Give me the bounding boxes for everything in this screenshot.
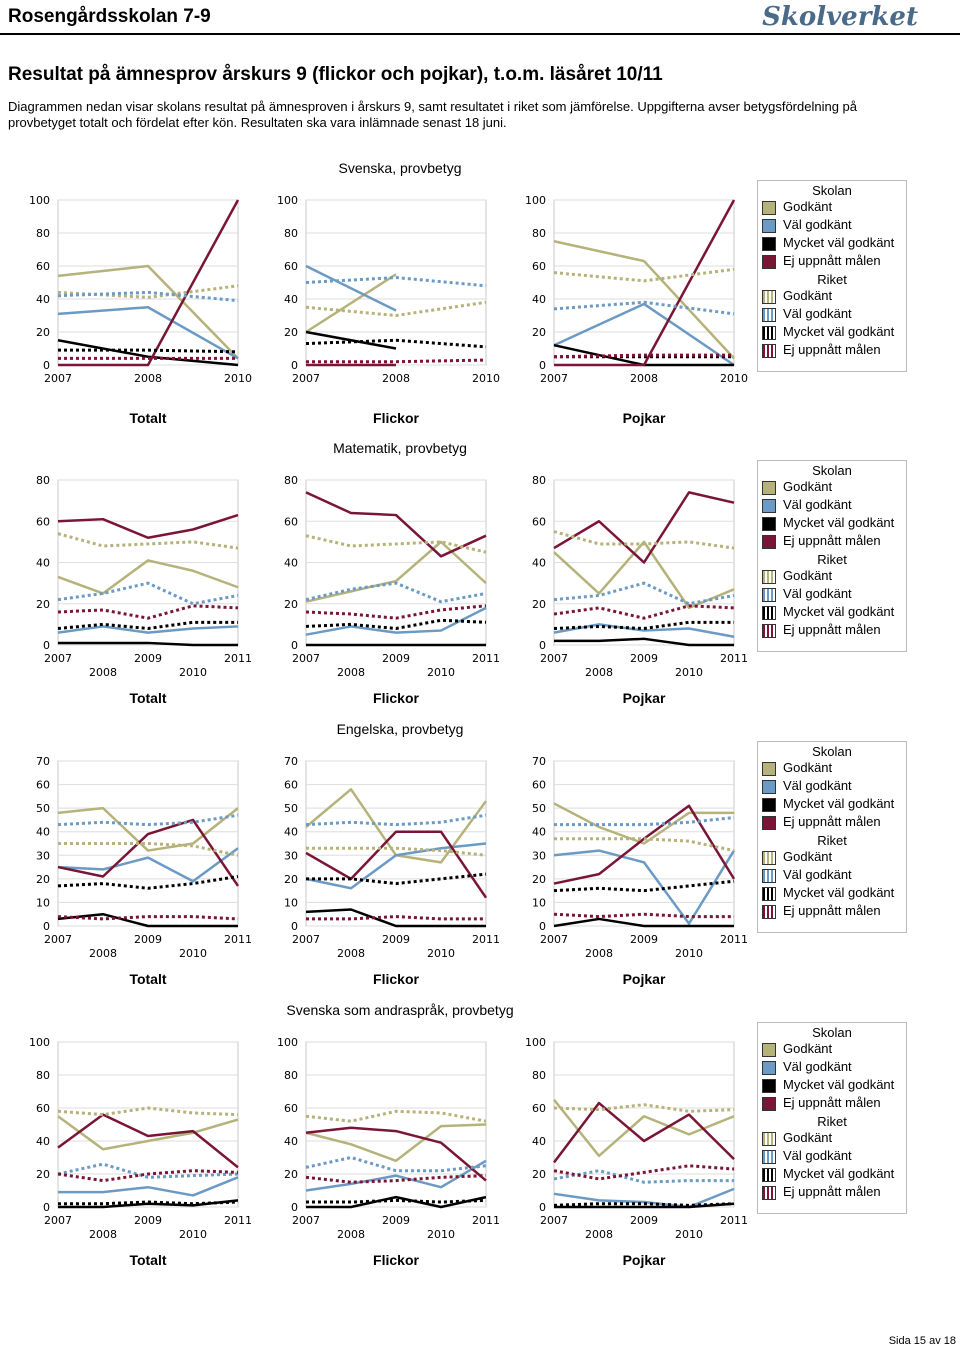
y-tick-label: 60 <box>532 515 546 529</box>
y-tick-label: 0 <box>539 359 546 372</box>
y-tick-label: 20 <box>532 872 546 886</box>
legend-item-label: Godkänt <box>783 760 833 775</box>
y-tick-label: 40 <box>532 1135 546 1148</box>
chart-engelska-provbetyg-totalt <box>28 721 252 961</box>
legend-swatch <box>762 308 776 322</box>
chart-svenska-som-andrasprak-provbetyg-pojkar <box>524 1002 748 1242</box>
y-tick-label: 20 <box>284 872 298 886</box>
panel-label-pojkar: Pojkar <box>622 971 666 987</box>
chart-matematik-provbetyg-pojkar <box>524 440 748 680</box>
y-tick-label: 80 <box>36 1069 50 1082</box>
legend-item-label: Godkänt <box>783 849 833 864</box>
x-tick-label: 2010 <box>427 1228 455 1241</box>
legend-swatch <box>762 905 776 919</box>
x-tick-label: 2011 <box>472 1214 500 1227</box>
y-tick-label: 60 <box>36 515 50 529</box>
y-tick-label: 0 <box>43 639 50 652</box>
section-title: Svenska, provbetyg <box>338 160 462 176</box>
legend-swatch <box>762 624 776 638</box>
legend-item-label: Godkänt <box>783 199 833 214</box>
legend-swatch <box>762 499 776 513</box>
x-tick-label: 2008 <box>585 1228 613 1241</box>
x-tick-label: 2007 <box>44 1214 72 1227</box>
y-tick-label: 20 <box>532 1168 546 1181</box>
legend-item <box>758 323 906 341</box>
x-tick-label: 2010 <box>675 947 703 960</box>
legend-item-label: Ej uppnått målen <box>783 1095 881 1110</box>
x-tick-label: 2007 <box>44 933 72 946</box>
legend-swatch <box>762 219 776 233</box>
chart-svenska-som-andrasprak-provbetyg-flickor <box>276 1002 500 1242</box>
legend-item-label: Godkänt <box>783 288 833 303</box>
legend-item <box>758 216 906 234</box>
chart-engelska-provbetyg-pojkar <box>524 721 748 961</box>
y-tick-label: 60 <box>284 515 298 529</box>
x-tick-label: 2010 <box>472 372 500 385</box>
legend-item <box>758 567 906 585</box>
y-tick-label: 60 <box>36 1102 50 1115</box>
legend-swatch <box>762 535 776 549</box>
legend-item <box>758 478 906 496</box>
legend-item <box>758 496 906 514</box>
y-tick-label: 80 <box>284 1069 298 1082</box>
y-tick-label: 0 <box>539 920 546 933</box>
x-tick-label: 2008 <box>134 372 162 385</box>
x-tick-label: 2009 <box>134 933 162 946</box>
y-tick-label: 30 <box>36 849 50 863</box>
y-tick-label: 40 <box>284 825 298 839</box>
skolverket-logo: Skolverket <box>762 2 918 32</box>
legend-swatch <box>762 1043 776 1057</box>
x-tick-label: 2007 <box>292 933 320 946</box>
legend-group-riket: Riket <box>817 833 847 848</box>
y-tick-label: 10 <box>532 896 546 910</box>
y-tick-label: 100 <box>525 194 546 207</box>
y-tick-label: 60 <box>532 778 546 792</box>
x-tick-label: 2010 <box>720 372 748 385</box>
panel-label-pojkar: Pojkar <box>622 410 666 426</box>
y-tick-label: 20 <box>532 326 546 339</box>
y-tick-label: 80 <box>532 1069 546 1082</box>
y-tick-label: 40 <box>532 825 546 839</box>
y-tick-label: 60 <box>284 260 298 273</box>
legend-item-label: Väl godkänt <box>783 586 852 601</box>
section-title: Matematik, provbetyg <box>333 440 467 456</box>
legend-swatch <box>762 1150 776 1164</box>
y-tick-label: 70 <box>284 755 298 768</box>
legend-item-label: Ej uppnått målen <box>783 622 881 637</box>
y-tick-label: 0 <box>43 920 50 933</box>
legend-group-skolan: Skolan <box>812 744 852 759</box>
x-tick-label: 2008 <box>382 372 410 385</box>
chart-svenska-provbetyg-totalt <box>28 160 252 400</box>
y-tick-label: 30 <box>284 849 298 863</box>
x-tick-label: 2011 <box>472 933 500 946</box>
legend-item-label: Mycket väl godkänt <box>783 235 895 250</box>
x-tick-label: 2010 <box>675 666 703 679</box>
y-tick-label: 40 <box>284 1135 298 1148</box>
y-tick-label: 20 <box>36 326 50 339</box>
x-tick-label: 2008 <box>89 666 117 679</box>
legend-item <box>758 902 906 920</box>
legend-item-label: Ej uppnått målen <box>783 533 881 548</box>
y-tick-label: 40 <box>284 293 298 306</box>
legend-item <box>758 234 906 252</box>
y-tick-label: 50 <box>284 802 298 816</box>
legend-group-riket: Riket <box>817 1114 847 1129</box>
panel-label-totalt: Totalt <box>129 690 167 706</box>
y-tick-label: 80 <box>36 474 50 487</box>
legend-item-label: Mycket väl godkänt <box>783 796 895 811</box>
y-tick-label: 0 <box>539 639 546 652</box>
legend-item-label: Godkänt <box>783 479 833 494</box>
legend-swatch <box>762 780 776 794</box>
legend-item <box>758 1147 906 1165</box>
panel-label-flickor: Flickor <box>373 410 419 426</box>
legend-item-label: Väl godkänt <box>783 306 852 321</box>
x-tick-label: 2010 <box>224 372 252 385</box>
x-tick-label: 2011 <box>224 1214 252 1227</box>
legend <box>757 1022 907 1214</box>
x-tick-label: 2008 <box>337 1228 365 1241</box>
legend <box>757 180 907 372</box>
legend-item <box>758 813 906 831</box>
y-tick-label: 100 <box>277 194 298 207</box>
x-tick-label: 2010 <box>179 1228 207 1241</box>
x-tick-label: 2009 <box>134 1214 162 1227</box>
legend-item <box>758 1129 906 1147</box>
y-tick-label: 70 <box>36 755 50 768</box>
legend-swatch <box>762 869 776 883</box>
y-tick-label: 0 <box>539 1201 546 1214</box>
x-tick-label: 2009 <box>382 933 410 946</box>
x-tick-label: 2007 <box>44 652 72 665</box>
plot-area <box>554 200 734 365</box>
y-tick-label: 100 <box>29 194 50 207</box>
y-tick-label: 0 <box>291 639 298 652</box>
y-tick-label: 20 <box>36 1168 50 1181</box>
y-tick-label: 40 <box>532 293 546 306</box>
legend-swatch <box>762 1097 776 1111</box>
y-tick-label: 10 <box>284 896 298 910</box>
legend-swatch <box>762 1186 776 1200</box>
legend-swatch <box>762 1132 776 1146</box>
plot-area <box>58 1042 238 1207</box>
x-tick-label: 2010 <box>427 666 455 679</box>
panel-label-pojkar: Pojkar <box>622 1252 666 1268</box>
legend-item <box>758 252 906 270</box>
y-tick-label: 0 <box>291 359 298 372</box>
y-tick-label: 40 <box>36 293 50 306</box>
x-tick-label: 2007 <box>292 372 320 385</box>
legend <box>757 460 907 652</box>
y-tick-label: 60 <box>532 1102 546 1115</box>
legend-item-label: Godkänt <box>783 1041 833 1056</box>
legend-item-label: Godkänt <box>783 1130 833 1145</box>
x-tick-label: 2011 <box>720 652 748 665</box>
legend-item-label: Mycket väl godkänt <box>783 324 895 339</box>
x-tick-label: 2007 <box>540 1214 568 1227</box>
y-tick-label: 100 <box>525 1036 546 1049</box>
x-tick-label: 2008 <box>585 666 613 679</box>
legend-group-riket: Riket <box>817 272 847 287</box>
legend-item <box>758 198 906 216</box>
legend-item <box>758 603 906 621</box>
y-tick-label: 60 <box>36 778 50 792</box>
legend-item <box>758 621 906 639</box>
x-tick-label: 2009 <box>630 933 658 946</box>
school-name: Rosengårdsskolan 7-9 <box>8 6 211 27</box>
y-tick-label: 20 <box>532 597 546 611</box>
x-tick-label: 2007 <box>540 933 568 946</box>
legend-item <box>758 795 906 813</box>
x-tick-label: 2008 <box>89 947 117 960</box>
chart-svenska-som-andrasprak-provbetyg-totalt <box>28 1002 252 1242</box>
x-tick-label: 2008 <box>337 947 365 960</box>
legend-swatch <box>762 762 776 776</box>
panel-label-totalt: Totalt <box>129 971 167 987</box>
y-tick-label: 100 <box>277 1036 298 1049</box>
x-tick-label: 2010 <box>179 666 207 679</box>
legend-item <box>758 1094 906 1112</box>
x-tick-label: 2007 <box>540 372 568 385</box>
legend-swatch <box>762 481 776 495</box>
legend-item <box>758 1165 906 1183</box>
y-tick-label: 20 <box>284 597 298 611</box>
legend-group-skolan: Skolan <box>812 463 852 478</box>
legend-swatch <box>762 1061 776 1075</box>
x-tick-label: 2007 <box>540 652 568 665</box>
legend-swatch <box>762 201 776 215</box>
y-tick-label: 80 <box>532 474 546 487</box>
legend-item-label: Väl godkänt <box>783 778 852 793</box>
x-tick-label: 2008 <box>630 372 658 385</box>
legend-swatch <box>762 1079 776 1093</box>
chart-svenska-provbetyg-pojkar <box>524 160 748 400</box>
x-tick-label: 2007 <box>292 652 320 665</box>
legend-item-label: Väl godkänt <box>783 867 852 882</box>
legend-item <box>758 341 906 359</box>
y-tick-label: 100 <box>29 1036 50 1049</box>
legend-item <box>758 305 906 323</box>
section-title: Svenska som andraspråk, provbetyg <box>286 1002 514 1018</box>
legend-item <box>758 1183 906 1201</box>
chart-engelska-provbetyg-flickor <box>276 721 500 961</box>
legend-item <box>758 532 906 550</box>
x-tick-label: 2010 <box>179 947 207 960</box>
legend-item <box>758 1040 906 1058</box>
y-tick-label: 0 <box>291 920 298 933</box>
legend-item <box>758 866 906 884</box>
legend-item-label: Godkänt <box>783 568 833 583</box>
y-tick-label: 80 <box>532 227 546 240</box>
legend-swatch <box>762 798 776 812</box>
x-tick-label: 2009 <box>630 652 658 665</box>
y-tick-label: 0 <box>43 1201 50 1214</box>
x-tick-label: 2009 <box>134 652 162 665</box>
intro-text: Diagrammen nedan visar skolans resultat på ämnesproven i årskurs 9, samt resultatet i riket som jämförelse. Uppgifterna avser betygsfördelning på provbetyget totalt och fördelat efter kön. Resultaten ska vara inlämnade senast 18 juni. <box>8 99 858 130</box>
y-tick-label: 80 <box>36 227 50 240</box>
y-tick-label: 50 <box>532 802 546 816</box>
y-tick-label: 40 <box>532 556 546 570</box>
x-tick-label: 2010 <box>675 1228 703 1241</box>
legend-swatch <box>762 344 776 358</box>
x-tick-label: 2011 <box>224 652 252 665</box>
y-tick-label: 80 <box>284 227 298 240</box>
legend-item <box>758 1076 906 1094</box>
legend-swatch <box>762 887 776 901</box>
y-tick-label: 80 <box>284 474 298 487</box>
x-tick-label: 2011 <box>720 1214 748 1227</box>
y-tick-label: 60 <box>532 260 546 273</box>
chart-matematik-provbetyg-totalt <box>28 440 252 680</box>
x-tick-label: 2009 <box>630 1214 658 1227</box>
panel-label-flickor: Flickor <box>373 1252 419 1268</box>
legend-swatch <box>762 290 776 304</box>
legend-swatch <box>762 588 776 602</box>
legend-item <box>758 777 906 795</box>
y-tick-label: 60 <box>36 260 50 273</box>
y-tick-label: 10 <box>36 896 50 910</box>
legend-item <box>758 585 906 603</box>
legend-swatch <box>762 606 776 620</box>
legend-item-label: Väl godkänt <box>783 497 852 512</box>
legend-swatch <box>762 255 776 269</box>
y-tick-label: 40 <box>36 1135 50 1148</box>
y-tick-label: 0 <box>43 359 50 372</box>
panel-label-pojkar: Pojkar <box>622 690 666 706</box>
legend-swatch <box>762 517 776 531</box>
header-divider <box>0 33 960 35</box>
panel-label-totalt: Totalt <box>129 1252 167 1268</box>
panel-label-totalt: Totalt <box>129 410 167 426</box>
legend-item-label: Väl godkänt <box>783 1059 852 1074</box>
legend-item-label: Mycket väl godkänt <box>783 604 895 619</box>
legend-item-label: Mycket väl godkänt <box>783 885 895 900</box>
legend-item <box>758 1058 906 1076</box>
x-tick-label: 2008 <box>89 1228 117 1241</box>
legend-item <box>758 287 906 305</box>
legend-item-label: Ej uppnått målen <box>783 814 881 829</box>
legend-group-skolan: Skolan <box>812 1025 852 1040</box>
legend-item-label: Ej uppnått målen <box>783 253 881 268</box>
y-tick-label: 20 <box>284 326 298 339</box>
plot-area <box>306 761 486 926</box>
y-tick-label: 20 <box>36 597 50 611</box>
y-tick-label: 20 <box>284 1168 298 1181</box>
legend-item <box>758 884 906 902</box>
legend-swatch <box>762 851 776 865</box>
chart-matematik-provbetyg-flickor <box>276 440 500 680</box>
x-tick-label: 2011 <box>224 933 252 946</box>
plot-area <box>58 200 238 365</box>
y-tick-label: 40 <box>284 556 298 570</box>
panel-label-flickor: Flickor <box>373 690 419 706</box>
legend-item <box>758 848 906 866</box>
y-tick-label: 20 <box>36 872 50 886</box>
legend <box>757 741 907 933</box>
x-tick-label: 2009 <box>382 1214 410 1227</box>
y-tick-label: 50 <box>36 802 50 816</box>
y-tick-label: 30 <box>532 849 546 863</box>
chart-svenska-provbetyg-flickor <box>276 160 500 400</box>
page-title: Resultat på ämnesprov årskurs 9 (flickor och pojkar), t.o.m. läsåret 10/11 <box>8 64 663 85</box>
x-tick-label: 2011 <box>720 933 748 946</box>
x-tick-label: 2008 <box>585 947 613 960</box>
y-tick-label: 60 <box>284 1102 298 1115</box>
x-tick-label: 2007 <box>292 1214 320 1227</box>
legend-swatch <box>762 237 776 251</box>
legend-item-label: Väl godkänt <box>783 217 852 232</box>
legend-swatch <box>762 1168 776 1182</box>
x-tick-label: 2007 <box>44 372 72 385</box>
x-tick-label: 2011 <box>472 652 500 665</box>
y-tick-label: 0 <box>291 1201 298 1214</box>
x-tick-label: 2009 <box>382 652 410 665</box>
legend-swatch <box>762 570 776 584</box>
legend-item <box>758 514 906 532</box>
legend-item-label: Ej uppnått målen <box>783 903 881 918</box>
legend-item <box>758 759 906 777</box>
y-tick-label: 40 <box>36 556 50 570</box>
legend-item-label: Ej uppnått målen <box>783 342 881 357</box>
section-title: Engelska, provbetyg <box>336 721 464 737</box>
legend-item-label: Väl godkänt <box>783 1148 852 1163</box>
legend-item-label: Mycket väl godkänt <box>783 1166 895 1181</box>
legend-swatch <box>762 326 776 340</box>
legend-group-skolan: Skolan <box>812 183 852 198</box>
legend-item-label: Mycket väl godkänt <box>783 1077 895 1092</box>
legend-item-label: Ej uppnått målen <box>783 1184 881 1199</box>
y-tick-label: 70 <box>532 755 546 768</box>
x-tick-label: 2008 <box>337 666 365 679</box>
y-tick-label: 40 <box>36 825 50 839</box>
legend-group-riket: Riket <box>817 552 847 567</box>
panel-label-flickor: Flickor <box>373 971 419 987</box>
legend-item-label: Mycket väl godkänt <box>783 515 895 530</box>
legend-swatch <box>762 816 776 830</box>
page-number: Sida 15 av 18 <box>888 1335 956 1347</box>
y-tick-label: 60 <box>284 778 298 792</box>
x-tick-label: 2010 <box>427 947 455 960</box>
